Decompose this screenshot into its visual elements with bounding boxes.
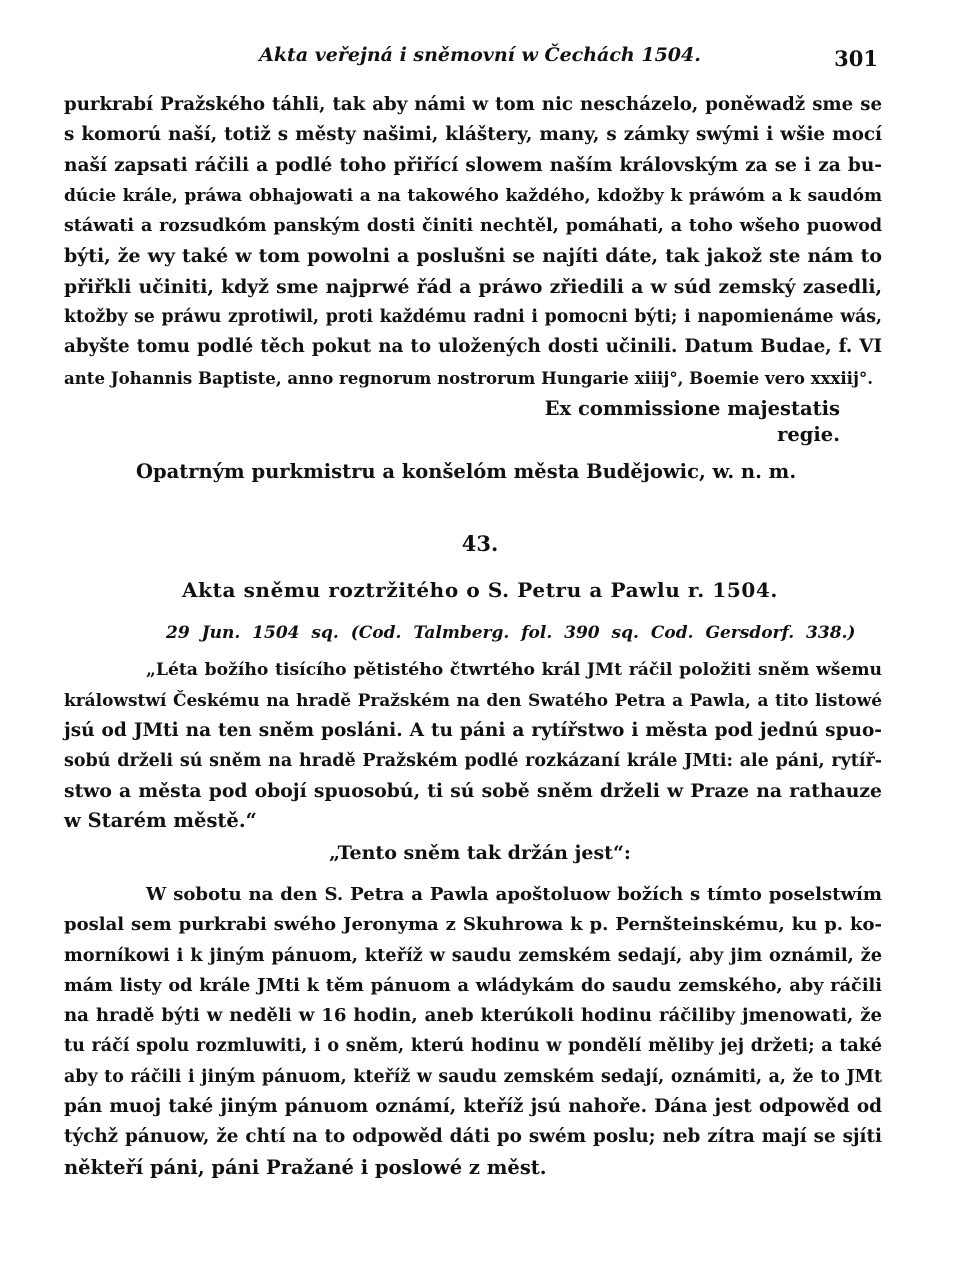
- text-line: tu ráčí spolu rozmluwiti, i o sněm, kterú hodinu w pondělí měliby jej držeti; a také: [64, 1036, 882, 1057]
- text-line: poslal sem purkrabi swého Jeronyma z Skuhrowa k p. Pernšteinskému, ku p. ko-: [64, 914, 882, 936]
- paragraph-narrative: [64, 880, 882, 1183]
- text-line: sobú drželi sú sněm na hradě Pražském podlé rozkázaní krále JMti: ale páni, rytíř-: [64, 750, 882, 771]
- text-line: týchž pánuow, že chtí na to odpowěd dáti po swém poslu; neb zítra mají se sjíti: [64, 1126, 882, 1148]
- signature-block: [545, 396, 840, 448]
- document-number: 43.: [461, 531, 499, 556]
- text-line: „Léta božího tisícího pětistého čtwrtého král JMt ráčil položiti sněm wšemu: [146, 660, 882, 680]
- address-line: Opatrným purkmistru a konšelóm města Budějowic, w. n. m.: [136, 460, 797, 483]
- text-line: mám listy od krále JMti k těm pánuom a wládykám do saudu zemského, aby ráčili: [64, 974, 882, 996]
- page-number: 301: [834, 46, 878, 71]
- text-line: ante Johannis Baptiste, anno regnorum nostrorum Hungarie xiiij°, Boemie vero xxxiij°.: [64, 367, 874, 388]
- text-line: morníkowi i k jiným pánuom, kteříž w saudu zemském sedají, aby jim oznámil, že: [64, 944, 882, 966]
- text-line: dúcie krále, práwa obhajowati a na takowého každého, kdožby k práwóm a k saudóm: [64, 185, 882, 206]
- text-line: naší zapsati ráčili a podlé toho přiřící slowem naším královským za se i za bu-: [64, 154, 882, 176]
- paragraph-letter-end: [64, 90, 882, 393]
- text-line: býti, že wy také w tom powolni a poslušni se najíti dáte, tak jakož ste nám to: [64, 245, 882, 268]
- text-line: abyšte tomu podlé těch pokut na to uložených dosti učinili. Datum Budae, f. VI: [64, 336, 882, 358]
- text-line: stwo a města pod obojí spuosobú, ti sú sobě sněm drželi w Praze na rathauze: [64, 780, 882, 803]
- text-line: někteří páni, páni Pražané i poslowé z měst.: [64, 1155, 547, 1179]
- text-line: aby to ráčili i jiným pánuom, kteříž w saudu zemském sedají, oznámiti, a, že to JMt: [64, 1066, 882, 1087]
- document-title: Akta sněmu roztržitého o S. Petru a Pawlu r. 1504.: [182, 578, 778, 602]
- document-source: 29 Jun. 1504 sq. (Cod. Talmberg. fol. 390 sq. Cod. Gersdorf. 338.): [166, 623, 856, 643]
- signature-line: Ex commissione majestatis: [544, 397, 840, 420]
- text-line: přiřkli učiniti, když sme najprwé řád a práwo zřiedili a w súd zemský zasedli,: [64, 275, 882, 298]
- paragraph-intro: [64, 655, 882, 837]
- text-line: w Starém městě.“: [64, 809, 257, 833]
- text-line: na hradě býti w neděli w 16 hodin, aneb kterúkoli hodinu ráčiliby jmenowati, že: [64, 1005, 882, 1027]
- text-line: ktožby se práwu zprotiwil, proti každému radni i pomocni býti; i napomienáme wás,: [64, 307, 882, 328]
- text-line: králowstwí Českému na hradě Pražském na den Swatého Petra a Pawla, a tito listowé: [64, 690, 882, 711]
- text-line: pán muoj také jiným pánuom oznámí, kteříž jsú nahoře. Dána jest odpowěd od: [64, 1096, 882, 1118]
- running-title: Akta veřejná i sněmovní w Čechách 1504.: [259, 44, 701, 66]
- section-subheading: „Tento sněm tak držán jest“:: [329, 842, 631, 864]
- text-line: purkrabí Pražského táhli, tak aby námi w tom nic nescházelo, poněwadž sme se: [64, 94, 882, 115]
- text-line: stáwati a rozsudkóm panským dosti činiti nechtěl, pomáhati, a toho wšeho puowod: [64, 216, 882, 237]
- text-line: W sobotu na den S. Petra a Pawla apoštoluow božích s tímto poselstwím: [146, 884, 882, 905]
- text-line: s komorú naší, totiž s městy našimi, kláštery, many, s zámky swými i wšie mocí: [64, 124, 882, 146]
- signature-line: regie.: [777, 423, 840, 446]
- text-line: jsú od JMti na ten sněm posláni. A tu páni a rytířstwo i města pod jednú spuo-: [64, 719, 882, 741]
